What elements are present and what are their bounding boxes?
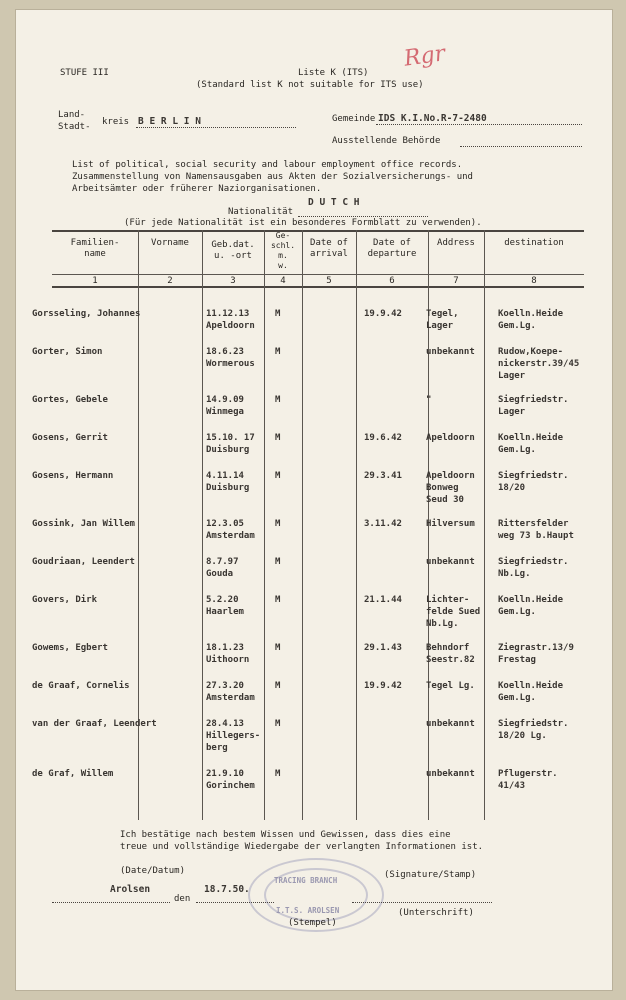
cell-address: Lichter- felde Sued Nb.Lg. [426,595,481,629]
col-number-1: 1 [92,276,98,286]
handwritten-mark: Rgr [402,41,447,72]
cell-name: Govers, Dirk [32,595,98,605]
header-arrival [302,238,356,260]
cell-birth: 28.4.13 Hillegers- berg [206,719,261,753]
header-vorname [138,238,202,249]
cell-birth: 18.1.23 Uithoorn [206,643,250,665]
cell-destination: Koelln.Heide Gem.Lg. [498,433,564,455]
nationality-label: Nationalität [228,207,294,217]
header-geschlecht [264,231,302,271]
col-number-7: 7 [453,276,459,286]
intro-line-2: Zusammenstellung von Namensausgaben aus Akten der Sozialversicherungs- und [72,172,473,182]
cell-sex: M [275,719,281,729]
cell-sex: M [275,395,281,405]
cell-address: " [426,395,432,405]
cell-name: van der Graaf, Leendert [32,719,157,729]
cell-name: Gorter, Simon [32,347,103,357]
cell-name: Gosens, Hermann [32,471,114,481]
stufe-label: STUFE III [60,68,109,78]
header-vorname-text: Vorname [151,238,189,248]
cell-birth: 5.2.20 Haarlem [206,595,244,617]
cell-address: Apeldoorn Bonweg Seud 30 [426,471,475,505]
cell-name: de Graf, Willem [32,769,114,779]
date-underline [196,902,274,903]
nationality-note: (Für jede Nationalität ist ein besonderes Formblatt zu verwenden). [124,218,482,228]
land-label: Land- [58,110,86,120]
cell-departure: 29.1.43 [364,643,402,653]
cell-sex: M [275,769,281,779]
date-value: 18.7.50. [204,884,250,895]
cell-sex: M [275,433,281,443]
cell-birth: 12.3.05 Amsterdam [206,519,255,541]
header-destination-text: destination [504,238,564,248]
col-number-6: 6 [389,276,395,286]
cell-destination: Siegfriedstr. 18/20 [498,471,569,493]
signature-label: (Signature/Stamp) [384,870,477,880]
cell-birth: 14.9.09 Winmega [206,395,244,417]
cell-departure: 21.1.44 [364,595,402,605]
header-address-text: Address [437,238,475,248]
cell-destination: Koelln.Heide Gem.Lg. [498,681,564,703]
stamp-text-1: TRACING BRANCH [274,876,338,885]
cell-sex: M [275,643,281,653]
cell-destination: Rittersfelder weg 73 b.Haupt [498,519,574,541]
header-destination [484,238,584,249]
nationality-underline [298,216,428,217]
confirm-line-1: Ich bestätige nach bestem Wissen und Gewissen, dass dies eine [120,830,451,840]
cell-address: Apeldoorn [426,433,475,443]
col-number-5: 5 [326,276,332,286]
header-geburt-text: Geb.dat. u. -ort [211,240,255,261]
place-value: Arolsen [110,884,151,895]
behoerde-underline [460,146,582,147]
table-header-rule [52,274,584,275]
stempel-label: (Stempel) [288,918,337,928]
kreis-underline [136,127,296,128]
table-top-rule [52,230,584,232]
cell-address: Hilversum [426,519,475,529]
cell-sex: M [275,595,281,605]
cell-address: Behndorf Seestr.82 [426,643,475,665]
cell-birth: 27.3.20 Amsterdam [206,681,255,703]
cell-destination: Pflugerstr. 41/43 [498,769,558,791]
col-number-2: 2 [167,276,173,286]
header-familienname-text: Familien- name [70,238,120,259]
header-address [428,238,484,249]
signature-underline [352,902,492,903]
cell-sex: M [275,309,281,319]
cell-name: Gorsseling, Johannes [32,309,141,319]
cell-address: Tegel, Lager [426,309,459,331]
intro-line-1: List of political, social security and labour employment office records. [72,160,463,170]
col-divider-5 [356,230,357,820]
gemeinde-label: Gemeinde [332,114,376,124]
cell-address: unbekannt [426,347,475,357]
den-label: den [174,894,191,904]
cell-destination: Siegfriedstr. Nb.Lg. [498,557,569,579]
col-divider-7 [484,230,485,820]
confirm-line-2: treue und vollständige Wiedergabe der verlangten Informationen ist. [120,842,484,852]
header-departure [356,238,428,260]
cell-name: Gosens, Gerrit [32,433,108,443]
cell-birth: 8.7.97 Gouda [206,557,239,579]
col-number-3: 3 [230,276,236,286]
liste-title: Liste K (ITS) [298,68,369,78]
document-page [16,10,612,990]
kreis-label: kreis [102,117,130,127]
behoerde-label: Ausstellende Behörde [332,136,441,146]
cell-sex: M [275,471,281,481]
gemeinde-underline [376,124,582,125]
liste-subtitle: (Standard list K not suitable for ITS use) [196,80,424,90]
cell-name: Gowems, Egbert [32,643,108,653]
header-departure-text: Date of departure [367,238,417,259]
cell-sex: M [275,557,281,567]
intro-line-3: Arbeitsämter oder früherer Naziorganisationen. [72,184,322,194]
cell-birth: 21.9.10 Gorinchem [206,769,255,791]
cell-address: Tegel Lg. [426,681,475,691]
cell-sex: M [275,519,281,529]
cell-name: Gossink, Jan Willem [32,519,135,529]
cell-address: unbekannt [426,557,475,567]
stadt-label: Stadt- [58,122,91,132]
cell-sex: M [275,347,281,357]
cell-departure: 29.3.41 [364,471,402,481]
cell-sex: M [275,681,281,691]
header-geschlecht-text: Ge- schl. m. w. [270,231,296,270]
cell-departure: 19.9.42 [364,681,402,691]
cell-name: de Graaf, Cornelis [32,681,130,691]
header-geburt [202,240,264,262]
cell-birth: 15.10. 17 Duisburg [206,433,255,455]
unterschrift-label: (Unterschrift) [398,908,474,918]
cell-name: Goudriaan, Leendert [32,557,135,567]
cell-address: unbekannt [426,769,475,779]
cell-name: Gortes, Gebele [32,395,108,405]
stamp-text-2: I.T.S. AROLSEN [276,906,340,915]
col-divider-2 [202,230,203,820]
header-arrival-text: Date of arrival [310,238,348,259]
col-divider-3 [264,230,265,820]
col-divider-4 [302,230,303,820]
nationality-value: D U T C H [308,197,360,208]
cell-departure: 3.11.42 [364,519,402,529]
cell-destination: Koelln.Heide Gem.Lg. [498,309,564,331]
cell-departure: 19.6.42 [364,433,402,443]
col-number-8: 8 [531,276,537,286]
cell-birth: 18.6.23 Wormerous [206,347,255,369]
header-familienname [52,238,138,260]
cell-destination: Rudow,Koepe- nickerstr.39/45 Lager [498,347,580,381]
cell-destination: Koelln.Heide Gem.Lg. [498,595,564,617]
cell-destination: Siegfriedstr. 18/20 Lg. [498,719,569,741]
date-label: (Date/Datum) [120,866,186,876]
cell-address: unbekannt [426,719,475,729]
gemeinde-value: IDS K.I.No.R-7-2480 [378,113,487,124]
cell-departure: 19.9.42 [364,309,402,319]
cell-birth: 4.11.14 Duisburg [206,471,250,493]
kreis-value: B E R L I N [138,116,201,127]
col-number-4: 4 [280,276,286,286]
place-underline [52,902,170,903]
cell-birth: 11.12.13 Apeldoorn [206,309,255,331]
cell-destination: Ziegrastr.13/9 Frestag [498,643,574,665]
cell-destination: Siegfriedstr. Lager [498,395,569,417]
